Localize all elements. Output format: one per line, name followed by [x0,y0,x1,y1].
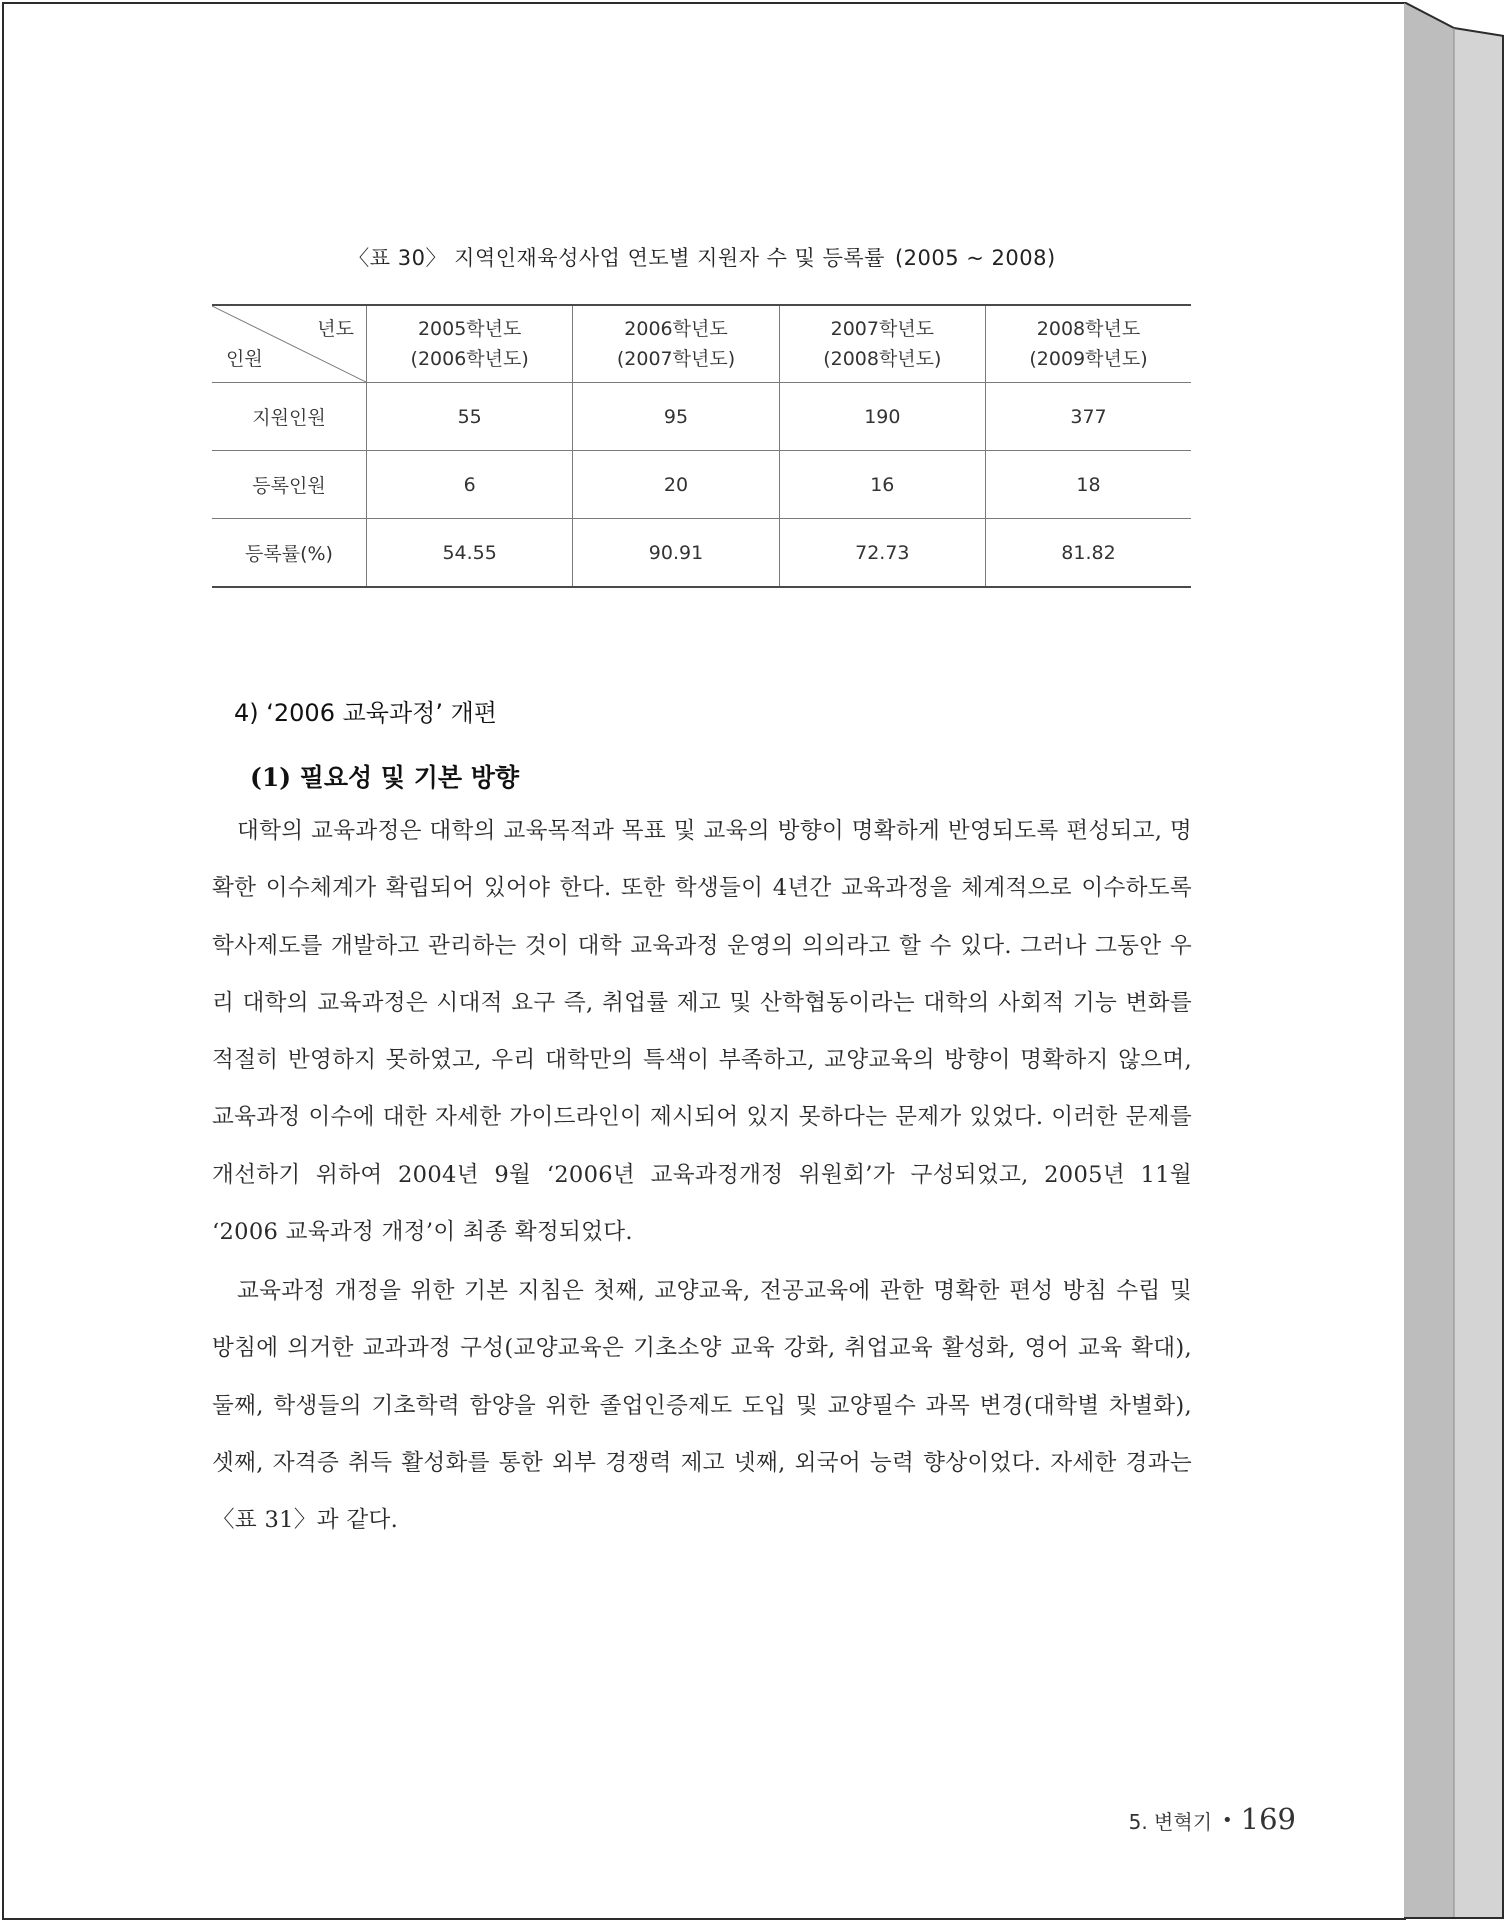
applicants-table [212,304,1191,588]
body-paragraph-1: 대학의 교육과정은 대학의 교육목적과 목표 및 교육의 방향이 명확하게 반영되도록 편성되고, 명확한 이수체계가 확립되어 있어야 한다. 또한 학생들이 4년간 교육과정을 체계적으로 이수하도록 학사제도를 개발하고 관리하는 것이 대학 교육과정 운영의 의의라고 할 수 있다. 그러나 그동안 우리 대학의 교육과정은 시대적 요구 즉, 취업률 제고 및 산학협동이라는 대학의 사회적 기능 변화를 적절히 반영하지 못하였고, 우리 대학만의 특색이 부족하고, 교양교육의 방향이 명확하지 않으며, 교육과정 이수에 대한 자세한 가이드라인이 제시되어 있지 못하다는 문제가 있었다. 이러한 문제를 개선하기 위하여 2004년 9월 ‘2006년 교육과정개정 위원회’가 구성되었고, 2005년 11월 ‘2006 교육과정 개정’이 최종 확정되었다. [212,818,1192,1246]
table-cell: 18 [985,451,1191,519]
table-caption-range: (2005 ~ 2008) [894,246,1056,270]
page-number: 169 [1240,1802,1296,1836]
table-row [212,451,1191,519]
table-cell: 90.91 [573,519,779,588]
table-caption [0,242,1404,272]
table-row [212,519,1191,588]
table-cell: 190 [779,383,985,451]
row-label: 등록률(%) [212,519,367,588]
table-cell: 72.73 [779,519,985,588]
table-cell: 20 [573,451,779,519]
table-row [212,383,1191,451]
body-paragraph-2: 교육과정 개정을 위한 기본 지침은 첫째, 교양교육, 전공교육에 관한 명확한 편성 방침 수립 및 방침에 의거한 교과과정 구성(교양교육은 기초소양 교육 강화, 취업교육 활성화, 영어 교육 확대), 둘째, 학생들의 기초학력 함양을 위한 졸업인증제도 도입 및 교양필수 과목 변경(대학별 차별화), 셋째, 자격증 취득 활성화를 통한 외부 경쟁력 제고 넷째, 외국어 능력 향상이었다. 자세한 경과는 〈표 31〉과 같다. [212,1278,1192,1534]
footer-bullet: • [1222,1810,1233,1831]
corner-label-year: 년도 [317,318,354,340]
row-label: 지원인원 [212,383,367,451]
subsection-heading: (1) 필요성 및 기본 방향 [250,763,520,792]
table-cell: 377 [985,383,1191,451]
table-header-row [212,305,1191,383]
table-caption-label: 〈표 30〉 지역인재육성사업 연도별 지원자 수 및 등록률 [348,246,885,270]
table-corner-cell [212,305,367,383]
section-heading: 4) ‘2006 교육과정’ 개편 [234,699,497,727]
page-footer [1129,1802,1296,1836]
column-header: 2007학년도 (2008학년도) [779,305,985,383]
column-header: 2006학년도 (2007학년도) [573,305,779,383]
running-footer-section: 5. 변혁기 [1128,1810,1213,1834]
table-cell: 54.55 [367,519,573,588]
column-header: 2008학년도 (2009학년도) [985,305,1191,383]
table-cell: 16 [779,451,985,519]
table-cell: 6 [367,451,573,519]
table-cell: 81.82 [985,519,1191,588]
table-cell: 55 [367,383,573,451]
table-cell: 95 [573,383,779,451]
row-label: 등록인원 [212,451,367,519]
page-edge-thickness [1404,2,1504,1920]
corner-label-people: 인원 [226,348,263,370]
column-header: 2005학년도 (2006학년도) [367,305,573,383]
